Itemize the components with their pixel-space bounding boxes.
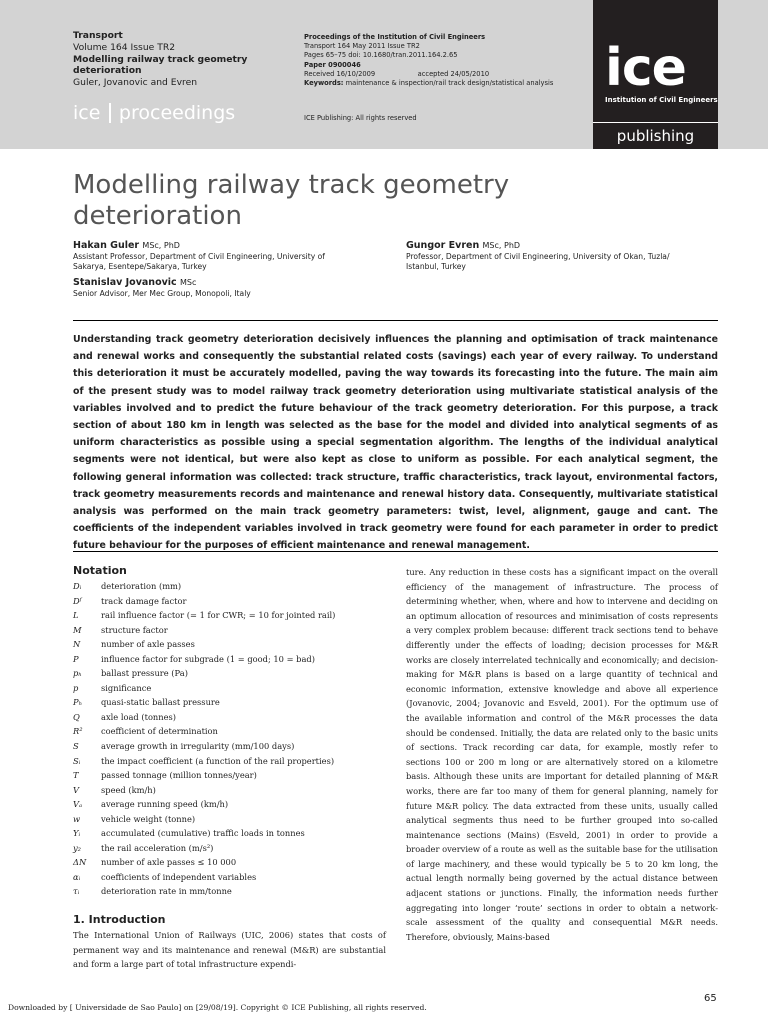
- keywords-label: Keywords:: [304, 79, 344, 88]
- author-affiliation: Assistant Professor, Department of Civil Engineering, University of: [73, 252, 325, 261]
- notation-symbol: V: [73, 784, 79, 795]
- paper-number: Paper 0900046: [304, 60, 361, 69]
- notation-description: passed tonnage (million tonnes/year): [101, 770, 257, 781]
- download-notice: Downloaded by [ Universidade de Sao Paulo] on [29/08/19]. Copyright © ICE Publishing, all rights reserved.: [8, 1003, 427, 1012]
- notation-symbol: Pₕ: [73, 697, 83, 708]
- notation-symbol: L: [73, 610, 79, 621]
- notation-item: [73, 768, 393, 783]
- abstract: Understanding track geometry deterioration decisively influences the planning and optimisation of track maintenance and renewal works and consequently the substantial related costs (savings) each year of every railway. To understand this deterioration it must be accurately modelled, paving the way towards its forecasting into the future. The main aim of the present study was to model railway track geometry deterioration using multivariate statistical analysis of the variables involved and to predict the future behaviour of the track geometry deterioration. For this purpose, a track section of about 180 km in length was selected as the base for the model and divided into analytical segments of as uniform characteristics as possible using a special segmentation algorithm. The lengths of the individual analytical segments were not identical, but were also kept as close to uniform as possible. For each analytical segment, the following general information was collected: track structure, traffic characteristics, track layout, environmental factors, track geometry measurements records and maintenance and renewal history data. Consequently, multivariate statistical analysis was performed on the main track geometry parameters: twist, level, alignment, gauge and cant. The coefficients of the independent variables involved in track geometry were found for each parameter in order to predict future behaviour for the purposes of efficient maintenance and renewal management.: [73, 334, 718, 552]
- notation-item: [73, 841, 393, 856]
- author-affiliation: Sakarya, Esentepe/Sakarya, Turkey: [73, 262, 207, 272]
- notation-item: [73, 666, 393, 681]
- notation-symbol: p: [73, 682, 79, 693]
- author-degree: MSc, PhD: [482, 241, 521, 250]
- brand-divider: [109, 103, 111, 123]
- notation-symbol: R²: [73, 726, 83, 737]
- intro-text-left: The International Union of Railways (UIC, 2006) states that costs of permanent way and its maintenance and renewal (M&R) are substantial and form a large part of total infrastructure expendi-: [73, 930, 386, 970]
- notation-symbol: Dᵢ: [73, 581, 82, 591]
- brand-proceedings: proceedings: [118, 102, 236, 124]
- author-affiliation: Professor, Department of Civil Engineering, University of Okan, Tuzla/: [406, 252, 670, 261]
- author-degree: MSc, PhD: [142, 241, 180, 250]
- notation-item: [73, 724, 393, 739]
- journal-volume: Volume 164 Issue TR2: [73, 41, 176, 53]
- notation-description: number of axle passes ≤ 10 000: [101, 857, 237, 868]
- notation-item: [73, 812, 393, 827]
- notation-item: [73, 637, 393, 652]
- logo-ice-text: ice: [605, 38, 686, 98]
- journal-name: Transport: [73, 30, 123, 41]
- short-title-line-1: Modelling railway track geometry: [73, 53, 248, 65]
- pages-doi: Pages 65–75 doi: 10.1680/tran.2011.164.2.65: [304, 51, 458, 60]
- notation-symbol: S: [73, 741, 79, 752]
- keywords: maintenance & inspection/rail track design/statistical analysis: [343, 79, 554, 88]
- ice-proceedings-brand: [73, 102, 235, 124]
- notation-description: quasi-static ballast pressure: [101, 697, 220, 708]
- introduction-heading: 1. Introduction: [73, 913, 166, 926]
- author-affiliation: Istanbul, Turkey: [406, 262, 466, 272]
- notation-heading: Notation: [73, 564, 127, 577]
- notation-description: average running speed (km/h): [101, 799, 229, 810]
- logo-subtext: Institution of Civil Engineers: [605, 96, 718, 104]
- notation-symbol: M: [73, 624, 82, 635]
- notation-description: track damage factor: [101, 595, 187, 606]
- notation-description: significance: [101, 682, 152, 693]
- notation-item: [73, 797, 393, 812]
- journal-info: [73, 30, 293, 89]
- ice-publishing-logo: [593, 0, 718, 149]
- notation-item: [73, 783, 393, 798]
- notation-item: [73, 870, 393, 885]
- notation-item: [73, 826, 393, 841]
- notation-description: rail influence factor (= 1 for CWR; = 10 for jointed rail): [101, 610, 336, 621]
- notation-description: the impact coefficient (a function of the rail properties): [101, 755, 335, 766]
- received-accepted: Received 16/10/2009 accepted 24/05/2010: [304, 69, 490, 78]
- notation-description: average growth in irregularity (mm/100 days): [101, 741, 295, 752]
- notation-description: number of axle passes: [101, 639, 195, 650]
- keywords-line: [304, 79, 594, 88]
- notation-symbol: αᵢ: [73, 871, 81, 882]
- notation-item: [73, 739, 393, 754]
- notation-symbol: Q: [73, 711, 80, 722]
- notation-description: vehicle weight (tonne): [101, 813, 196, 824]
- notation-item: [73, 681, 393, 696]
- author-degree: MSc: [179, 278, 197, 287]
- notation-symbol: Vₐ: [73, 799, 83, 810]
- short-title-line-2: deterioration: [73, 65, 142, 77]
- notation-description: coefficients of independent variables: [101, 871, 257, 882]
- notation-description: structure factor: [101, 624, 168, 635]
- authors-short: Guler, Jovanovic and Evren: [73, 77, 198, 89]
- notation-item: [73, 579, 393, 594]
- notation-item: [73, 594, 393, 609]
- proceedings-title: Proceedings of the Institution of Civil Engineers: [304, 33, 486, 41]
- notation-item: [73, 855, 393, 870]
- notation-symbol: Yᵢ: [73, 828, 81, 839]
- author-guler: [73, 240, 325, 273]
- author-jovanovic: [73, 277, 251, 299]
- article-title: Modelling railway track geometry deterioration: [73, 170, 510, 231]
- author-name: Stanislav Jovanovic: [73, 277, 177, 288]
- notation-item: [73, 623, 393, 638]
- notation-symbol: τᵢ: [73, 886, 80, 897]
- notation-symbol: P: [73, 653, 79, 664]
- notation-list: [73, 579, 393, 899]
- notation-description: deterioration (mm): [101, 581, 182, 591]
- author-name: Gungor Evren: [406, 240, 480, 251]
- notation-item: [73, 884, 393, 899]
- notation-symbol: Dᶠ: [73, 595, 82, 606]
- publication-details: [304, 33, 594, 88]
- notation-description: deterioration rate in mm/tonne: [101, 886, 232, 897]
- notation-item: [73, 695, 393, 710]
- brand-ice: ice: [73, 102, 101, 124]
- journal-header: [0, 0, 768, 149]
- notation-item: [73, 754, 393, 769]
- intro-text-right: ture. Any reduction in these costs has a significant impact on the overall efficiency of the management of infrastructure. The process of determining whether, when, where and how to intervene and deciding on an optimum allocation of resources and minimisation of costs represents a very complex problem because: different track sections tend to behave differently under the effects of loading; decision processes for M&R works are closely interrelated technically and economically; and decision-making for M&R plans is based on a large quantity of technical and economic information, extensive knowledge and above all experience (Jovanovic, 2004; Jovanovic and Esveld, 2001). For the optimum use of the available information and control of the M&R processes the data should be condensed. Initially, the data are related only to the basic units of sections. Track recording car data, for example, mostly refer to sections 100 or 200 m long or are alternatively stored on a kilometre basis. Although these units are important for detailed planning of M&R works, there are far too many of them for general planning, namely for future M&R policy. The data extracted from these units, usually called analytical segments thus need to be further grouped into so-called maintenance sections (Mains) (Esveld, 2001) in order to provide a broader overview of a route as well as the suitable base for the utilisation of large machinery, and these would typically be 5 to 20 km long, the actual length normally being governed by the actual distance between adjacent stations or junctions. Finally, the information needs further aggregating into longer ‘route’ sections in order to obtain a network-scale assessment of the quality and consequential M&R needs. Therefore, obviously, Mains-based: [406, 567, 718, 942]
- notation-symbol: y₂: [73, 842, 82, 853]
- rights-notice: ICE Publishing: All rights reserved: [304, 114, 417, 122]
- notation-description: ballast pressure (Pa): [101, 668, 188, 679]
- notation-symbol: pₕ: [73, 668, 82, 679]
- logo-publishing: publishing: [593, 122, 718, 150]
- notation-description: influence factor for subgrade (1 = good; 10 = bad): [101, 653, 315, 664]
- author-name: Hakan Guler: [73, 240, 140, 251]
- notation-description: the rail acceleration (m/s²): [101, 842, 214, 853]
- notation-symbol: w: [73, 813, 81, 824]
- page-number: 65: [704, 993, 717, 1004]
- issue-line: Transport 164 May 2011 Issue TR2: [304, 42, 420, 51]
- notation-symbol: T: [73, 770, 79, 781]
- author-evren: [406, 240, 670, 273]
- author-affiliation: Senior Advisor, Mer Mec Group, Monopoli, Italy: [73, 289, 251, 298]
- notation-symbol: ΔN: [73, 857, 87, 868]
- notation-description: accumulated (cumulative) traffic loads in tonnes: [101, 828, 305, 839]
- notation-symbol: N: [73, 639, 81, 650]
- notation-description: coefficient of determination: [101, 726, 218, 737]
- notation-description: speed (km/h): [101, 784, 156, 795]
- notation-description: axle load (tonnes): [101, 711, 177, 722]
- abstract-bottom-rule: [73, 551, 718, 552]
- notation-symbol: Sᵢ: [73, 755, 81, 766]
- notation-item: [73, 608, 393, 623]
- notation-item: [73, 652, 393, 667]
- abstract-top-rule: [73, 320, 718, 321]
- notation-item: [73, 710, 393, 725]
